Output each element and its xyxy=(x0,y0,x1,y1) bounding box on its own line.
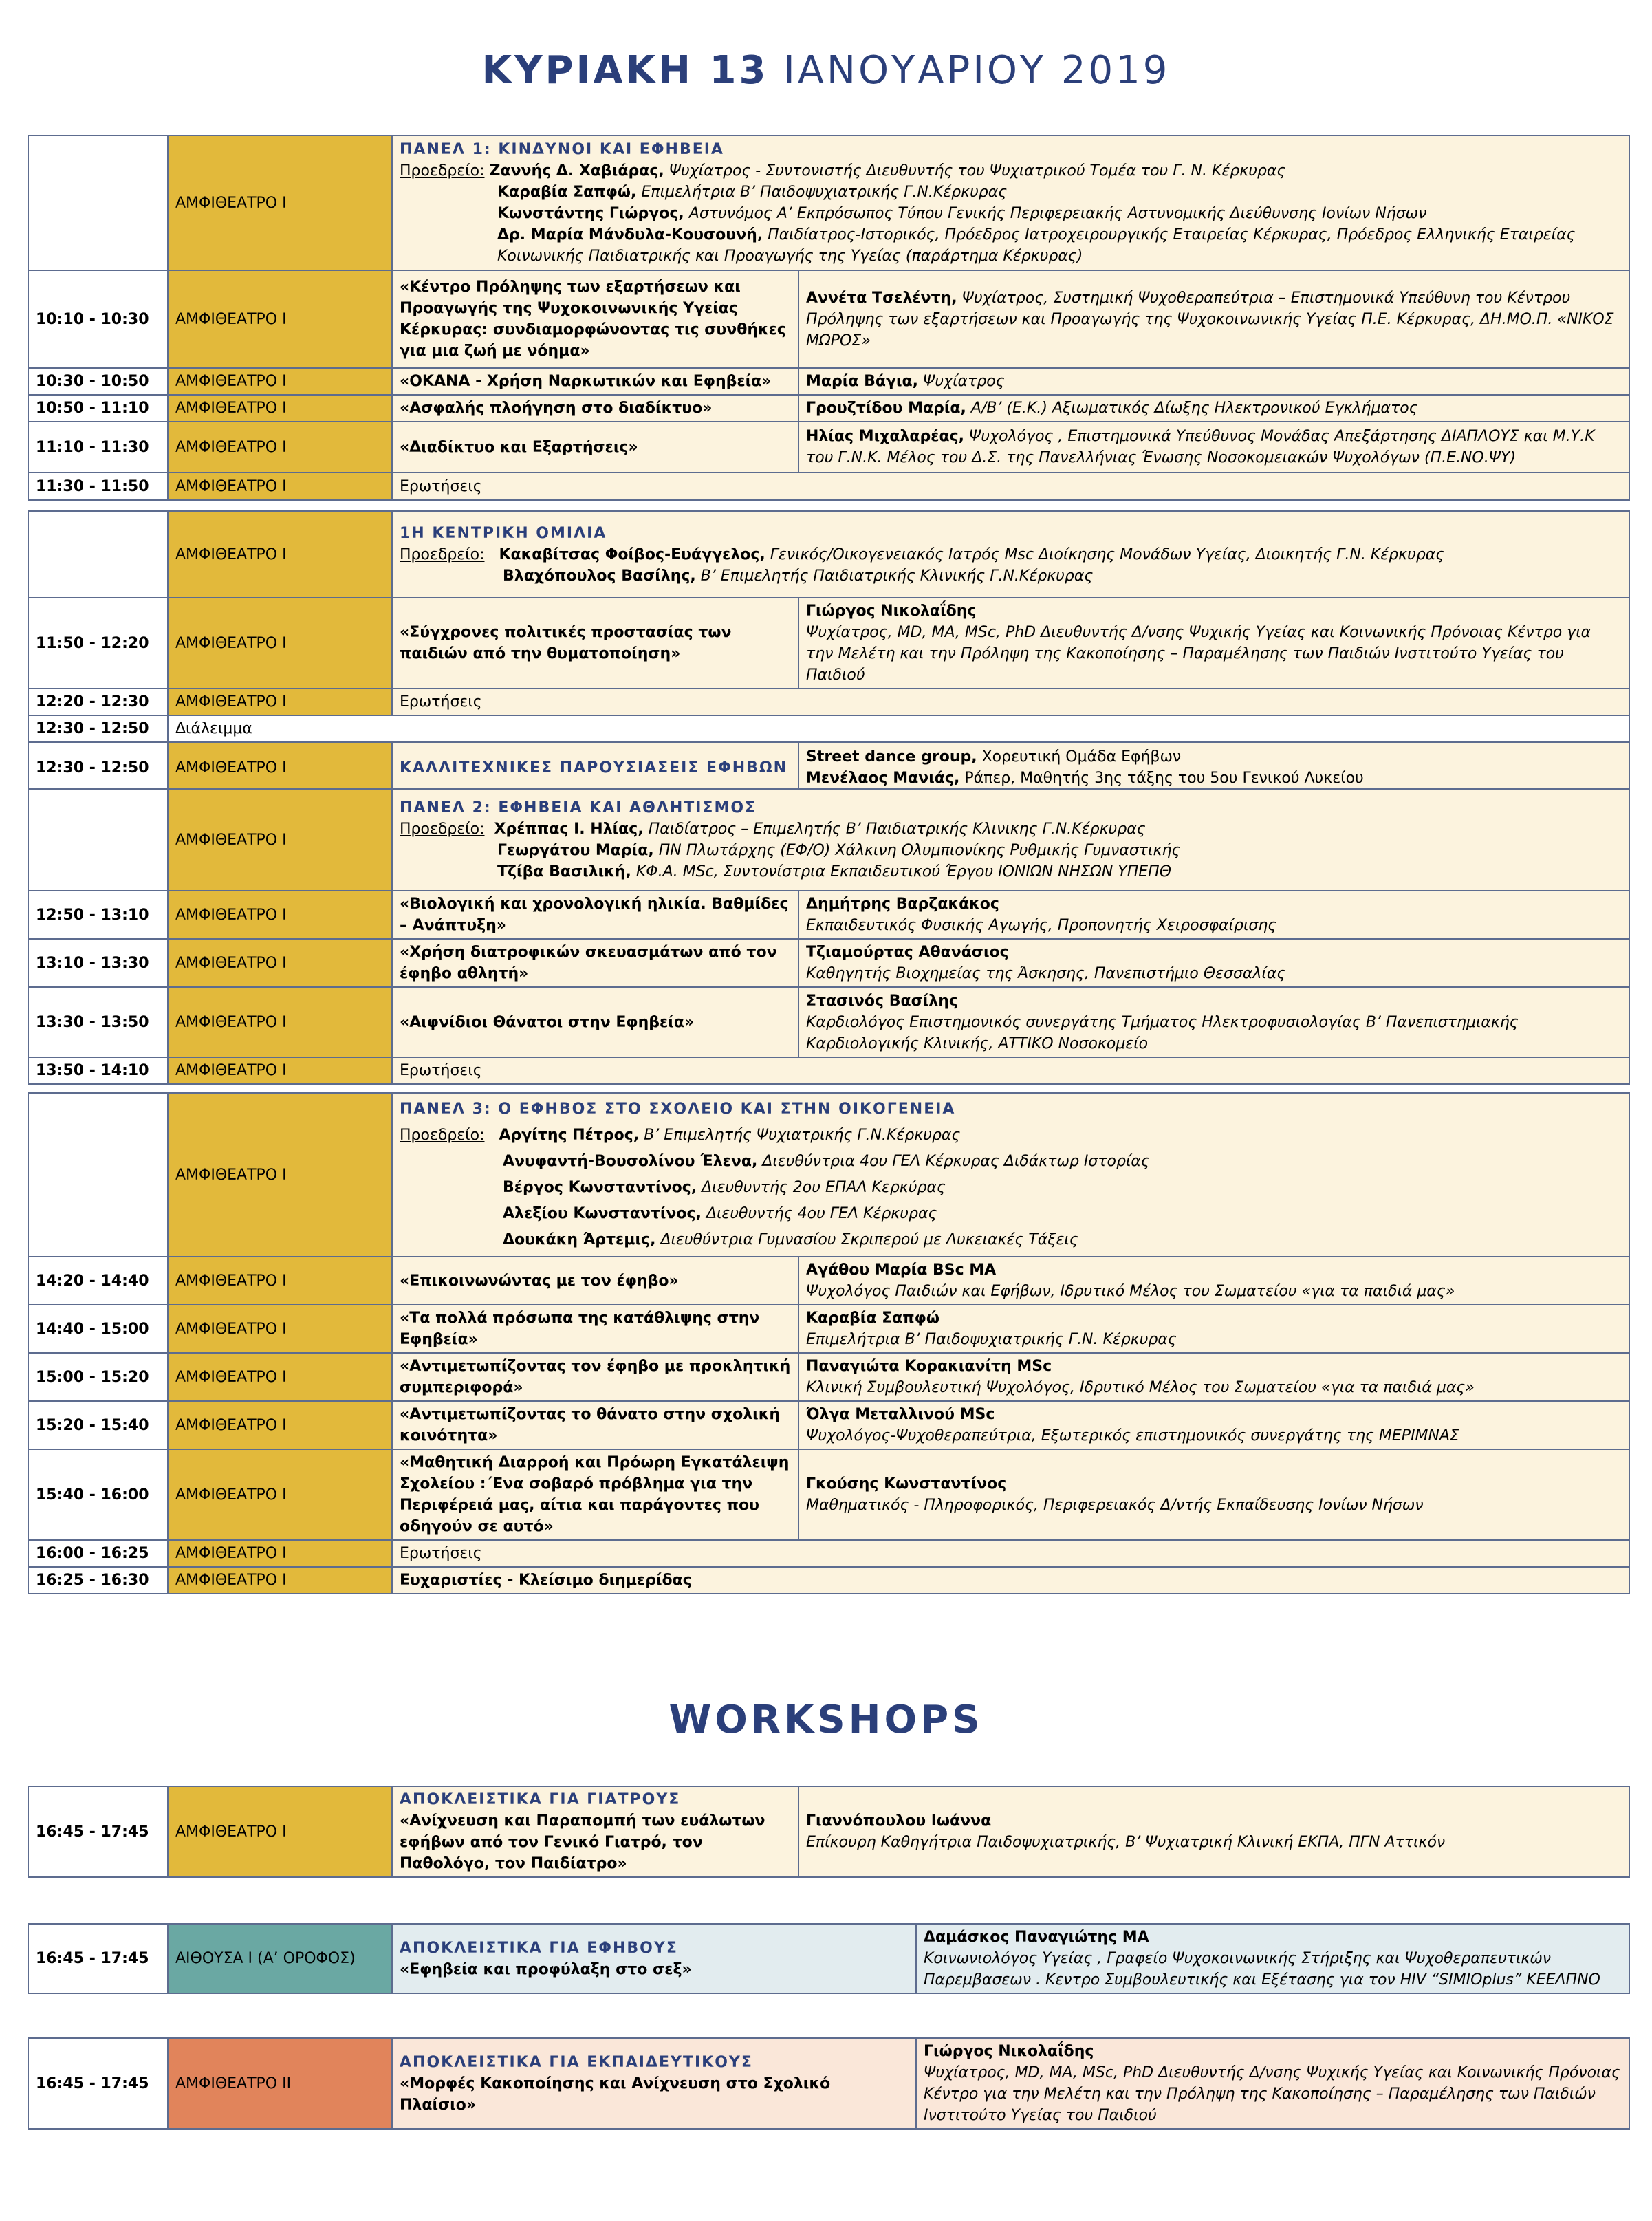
speaker: Όλγα Μεταλλινού MSc Ψυχολόγος-Ψυχοθεραπεύτρια, Εξωτερικός επιστημονικός συνεργάτης της ΜΕΡΙΜΝΑΣ xyxy=(798,1401,1629,1449)
panel3-chair-0: Προεδρείο: Αργίτης Πέτρος, Β’ Επιμελητής Ψυχιατρικής Γ.Ν.Κέρκυρας xyxy=(400,1127,961,1144)
talk-topic: «Επικοινωνώντας με τον έφηβο» xyxy=(392,1257,798,1305)
speaker: Γιαννόπουλου Ιωάννα Επίκουρη Καθηγήτρια Παιδοψυχιατρικής, Β’ Ψυχιατρική Κλινική ΕΚΠΑ, ΠΓΝ Αττικόν xyxy=(798,1786,1629,1877)
speaker: Δαμάσκος Παναγιώτης MA Κοινωνιολόγος Υγείας , Γραφείο Ψυχοκοινωνικής Στήριξης και Ψυχοθεραπευτικών Παρεμβασεων . Κεντρο Συμβουλευτικής και Εξέτασης για τον HIV “SIMIOplus” ΚΕΕΛΠΝΟ xyxy=(916,1924,1629,1993)
page-title xyxy=(0,48,1652,93)
workshops-title: WORKSHOPS xyxy=(669,1698,983,1742)
panel1-chair-1: Καραβία Σαπφώ, Επιμελήτρια Β’ Παιδοψυχιατρικής Γ.Ν.Κέρκυρας xyxy=(497,184,1008,201)
talk-topic: «Σύγχρονες πολιτικές προστασίας των παιδιών από την θυματοποίηση» xyxy=(392,598,798,689)
speaker: Μαρία Βάγια, Ψυχίατρος xyxy=(798,368,1629,395)
keynote-chair-1: Βλαχόπουλος Βασίλης, Β’ Επιμελητής Παιδιατρικής Κλινικής Γ.Ν.Κέρκυρας xyxy=(503,567,1094,585)
talk-topic: «Αιφνίδιοι Θάνατοι στην Εφηβεία» xyxy=(392,987,798,1057)
panel3-chair-1: Ανυφαντή-Βουσολίνου Έλενα, Διευθύντρια 4ου ΓΕΛ Κέρκυρας Διδάκτωρ Ιστορίας xyxy=(503,1153,1150,1170)
table-row: 14:20 - 14:40 ΑΜΦΙΘΕΑΤΡΟ Ι «Επικοινωνώντας με τον έφηβο» Αγάθου Μαρία BSc MA Ψυχολόγος Παιδιών και Εφήβων, Ιδρυτικό Μέλος του Σωματείου «για τα παιδιά μας» xyxy=(28,1257,1629,1305)
closing-label: Ευχαριστίες - Κλείσιμο διημερίδας xyxy=(392,1567,1629,1594)
speaker: Αννέτα Τσελέντη, Ψυχίατρος, Συστημική Ψυχοθεραπεύτρια – Επιστημονικά Υπεύθυνη του Κέντρου Πρόληψης των εξαρτήσεων και Προαγωγής της Ψυχοκοινωνικής Υγείας Π.Ε. Κέρκυρας, ΔΗ.ΜΟ.Π. «ΝΙΚΟΣ ΜΩΡΟΣ» xyxy=(798,270,1629,368)
panel2-chair-0: Προεδρείο: Χρέππας Ι. Ηλίας, Παιδίατρος – Επιμελητής Β’ Παιδιατρικής Κλινικης Γ.Ν.Κέρκυρας xyxy=(400,821,1146,838)
questions-label: Ερωτήσεις xyxy=(392,1540,1629,1567)
table-row: 15:20 - 15:40 ΑΜΦΙΘΕΑΤΡΟ Ι «Αντιμετωπίζοντας το θάνατο στην σχολική κοινότητα» Όλγα Μεταλλινού MSc Ψυχολόγος-Ψυχοθεραπεύτρια, Εξωτερικός επιστημονικός συνεργάτης της ΜΕΡΙΜΝΑΣ xyxy=(28,1401,1629,1449)
table-row: 11:10 - 11:30 ΑΜΦΙΘΕΑΤΡΟ Ι «Διαδίκτυο και Εξαρτήσεις» Ηλίας Μιχαλαρέας, Ψυχολόγος , Επιστημονικά Υπεύθυνος Μονάδας Απεξάρτησης ΔΙΑΠΛΟΥΣ και Μ.Υ.Κ του Γ.Ν.Κ. Μέλος του Δ.Σ. της Πανελλήνιας Ένωσης Νοσοκομειακών Ψυχολόγων (Π.Ε.ΝΟ.ΨΥ) xyxy=(28,422,1629,473)
chair-label: Προεδρείο: xyxy=(400,821,485,838)
panel3-room: ΑΜΦΙΘΕΑΤΡΟ Ι xyxy=(168,1093,392,1257)
talk-topic: «Αντιμετωπίζοντας το θάνατο στην σχολική κοινότητα» xyxy=(392,1401,798,1449)
speaker: Δημήτρης Βαρζακάκος Εκπαιδευτικός Φυσικής Αγωγής, Προπονητής Χειροσφαίρισης xyxy=(798,891,1629,939)
talk-topic: «Αντιμετωπίζοντας τον έφηβο με προκλητική συμπεριφορά» xyxy=(392,1353,798,1401)
panel3-table xyxy=(28,1092,1630,1594)
questions-label: Ερωτήσεις xyxy=(392,689,1629,715)
speaker: Γιώργος Νικολαΐδης Ψυχίατρος, MD, MA, MSc, PhD Διευθυντής Δ/νσης Ψυχικής Υγείας και Κοινωνικής Πρόνοιας Κέντρο για την Μελέτη και την Πρόληψη της Κακοποίησης – Παραμέλησης των Παιδιών Ινστιτούτο Υγείας του Παιδιού xyxy=(916,2038,1629,2129)
table-row: 14:40 - 15:00 ΑΜΦΙΘΕΑΤΡΟ Ι «Τα πολλά πρόσωπα της κατάθλιψης στην Εφηβεία» Καραβία Σαπφώ Επιμελήτρια Β’ Παιδοψυχιατρικής Γ.Ν. Κέρκυρας xyxy=(28,1305,1629,1353)
panel1-chair-0: Προεδρείο: Ζαννής Δ. Χαβιάρας, Ψυχίατρος - Συντονιστής Διευθυντής του Ψυχιατρικού Τομέα του Γ. Ν. Κέρκυρας xyxy=(400,162,1286,180)
keynote-header xyxy=(392,511,1629,598)
speaker: Γρουζτίδου Μαρία, Α/Β’ (Ε.Κ.) Αξιωματικός Δίωξης Ηλεκτρονικού Εγκλήματος xyxy=(798,395,1629,422)
workshop-topic: ΑΠΟΚΛΕΙΣΤΙΚΑ ΓΙΑ ΕΦΗΒΟΥΣ «Εφηβεία και προφύλαξη στο σεξ» xyxy=(392,1924,916,1993)
table-row: 12:30 - 12:50 Διάλειμμα xyxy=(28,715,1629,742)
table-row: 16:45 - 17:45 ΑΜΦΙΘΕΑΤΡΟ ΙΙ ΑΠΟΚΛΕΙΣΤΙΚΑ ΓΙΑ ΕΚΠΑΙΔΕΥΤΙΚΟΥΣ «Μορφές Κακοποίησης και Ανίχνευση στο Σχολικό Πλαίσιο» Γιώργος Νικολαΐδης Ψυχίατρος, MD, MA, MSc, PhD Διευθυντής Δ/νσης Ψυχικής Υγείας και Κοινωνικής Πρόνοιας Κέντρο για την Μελέτη και την Πρόληψη της Κακοποίησης – Παραμέλησης των Παιδιών Ινστιτούτο Υγείας του Παιδιού xyxy=(28,2038,1629,2129)
keynote-chair-0: Προεδρείο: Κακαβίτσας Φοίβος-Ευάγγελος, Γενικός/Οικογενειακός Ιατρός Msc Διοίκησης Μονάδων Υγείας, Διοικητής Γ.Ν. Κέρκυρας xyxy=(400,545,1445,563)
page-title-date: ΙΑΝΟΥΑΡΙΟΥ 2019 xyxy=(783,48,1171,93)
speaker: Ηλίας Μιχαλαρέας, Ψυχολόγος , Επιστημονικά Υπεύθυνος Μονάδας Απεξάρτησης ΔΙΑΠΛΟΥΣ και Μ.Υ.Κ του Γ.Ν.Κ. Μέλος του Δ.Σ. της Πανελλήνιας Ένωσης Νοσοκομειακών Ψυχολόγων (Π.Ε.ΝΟ.ΨΥ) xyxy=(798,422,1629,473)
break-label: Διάλειμμα xyxy=(168,715,1629,742)
table-row: 11:50 - 12:20 ΑΜΦΙΘΕΑΤΡΟ Ι «Σύγχρονες πολιτικές προστασίας των παιδιών από την θυματοποίηση» Γιώργος Νικολαΐδης Ψυχίατρος, MD, MA, MSc, PhD Διευθυντής Δ/νσης Ψυχικής Υγείας και Κοινωνικής Πρόνοιας Κέντρο για την Μελέτη και την Πρόληψη της Κακοποίησης – Παραμέλησης των Παιδιών Ινστιτούτο Υγείας του Παιδιού xyxy=(28,598,1629,689)
panel3-header xyxy=(392,1093,1629,1257)
speaker: Γιώργος Νικολαΐδης Ψυχίατρος, MD, MA, MSc, PhD Διευθυντής Δ/νσης Ψυχικής Υγείας και Κοινωνικής Πρόνοιας Κέντρο για την Μελέτη και την Πρόληψη της Κακοποίησης – Παραμέλησης των Παιδιών Ινστιτούτο Υγείας του Παιδιού xyxy=(798,598,1629,689)
table-row: 16:00 - 16:25 ΑΜΦΙΘΕΑΤΡΟ Ι Ερωτήσεις xyxy=(28,1540,1629,1567)
keynote-title: 1Η ΚΕΝΤΡΙΚΗ ΟΜΙΛΙΑ xyxy=(400,524,607,542)
talk-topic: «Κέντρο Πρόληψης των εξαρτήσεων και Προαγωγής της Ψυχοκοινωνικής Υγείας Κέρκυρας: συνδιαμορφώνοντας τις συνθήκες για μια ζωή με νόημα» xyxy=(392,270,798,368)
panel3-chair-3: Αλεξίου Κωνσταντίνος, Διευθυντής 4ου ΓΕΛ Κέρκυρας xyxy=(503,1205,937,1222)
table-row: 10:50 - 11:10 ΑΜΦΙΘΕΑΤΡΟ Ι «Ασφαλής πλοήγηση στο διαδίκτυο» Γρουζτίδου Μαρία, Α/Β’ (Ε.Κ.) Αξιωματικός Δίωξης Ηλεκτρονικού Εγκλήματος xyxy=(28,395,1629,422)
table-row: 16:25 - 16:30 ΑΜΦΙΘΕΑΤΡΟ Ι Ευχαριστίες - Κλείσιμο διημερίδας xyxy=(28,1567,1629,1594)
panel1-chair-2: Κωνστάντης Γιώργος, Αστυνόμος Α’ Εκπρόσωπος Τύπου Γενικής Περιφερειακής Αστυνομικής Διεύθυνσης Ιονίων Νήσων xyxy=(497,205,1427,222)
workshop-topic: ΑΠΟΚΛΕΙΣΤΙΚΑ ΓΙΑ ΓΙΑΤΡΟΥΣ «Ανίχνευση και Παραπομπή των ευάλωτων εφήβων από τον Γενικό Γιατρό, τον Παθολόγο, τον Παιδίατρο» xyxy=(392,1786,798,1877)
table-row: 12:30 - 12:50 ΑΜΦΙΘΕΑΤΡΟ Ι ΚΑΛΛΙΤΕΧΝΙΚΕΣ ΠΑΡΟΥΣΙΑΣΕΙΣ ΕΦΗΒΩΝ Street dance group, Χορευτική Ομάδα Εφήβων Μενέλαος Μανιάς, Ράπερ, Μαθητής 3ης τάξης του 5ου Γενικού Λυκείου xyxy=(28,742,1629,793)
panel1-header xyxy=(392,136,1629,270)
table-row: 13:30 - 13:50 ΑΜΦΙΘΕΑΤΡΟ Ι «Αιφνίδιοι Θάνατοι στην Εφηβεία» Στασινός Βασίλης Καρδιολόγος Επιστημονικός συνεργάτης Τμήματος Ηλεκτροφυσιολογίας Β’ Πανεπιστημιακής Καρδιολογικής Κλινικής, ΑΤΤΙΚΟ Νοσοκομείο xyxy=(28,987,1629,1057)
panel1-chair-3: Δρ. Μαρία Μάνδυλα-Κουσουνή, Παιδίατρος-Ιστορικός, Πρόεδρος Ιατροχειρουργικής Εταιρείας Κέρκυρας, Πρόεδρος Ελληνικής Εταιρείας Κοινωνικής Παιδιατρικής και Προαγωγής της Υγείας (παράρτημα Κέρκυρας) xyxy=(497,226,1576,265)
workshop-topic: ΑΠΟΚΛΕΙΣΤΙΚΑ ΓΙΑ ΕΚΠΑΙΔΕΥΤΙΚΟΥΣ «Μορφές Κακοποίησης και Ανίχνευση στο Σχολικό Πλαίσιο» xyxy=(392,2038,916,2129)
chair-label: Προεδρείο: xyxy=(400,1127,485,1144)
speaker: Street dance group, Χορευτική Ομάδα Εφήβων Μενέλαος Μανιάς, Ράπερ, Μαθητής 3ης τάξης του 5ου Γενικού Λυκείου xyxy=(798,742,1629,793)
workshop-teens-table xyxy=(28,1923,1630,1994)
speaker: Καραβία Σαπφώ Επιμελήτρια Β’ Παιδοψυχιατρικής Γ.Ν. Κέρκυρας xyxy=(798,1305,1629,1353)
talk-topic: «ΟΚΑΝΑ - Χρήση Ναρκωτικών και Εφηβεία» xyxy=(392,368,798,395)
table-row: 11:30 - 11:50 ΑΜΦΙΘΕΑΤΡΟ Ι Ερωτήσεις xyxy=(28,473,1629,500)
chair-label: Προεδρείο: xyxy=(400,545,485,563)
table-row: 10:10 - 10:30 ΑΜΦΙΘΕΑΤΡΟ Ι «Κέντρο Πρόληψης των εξαρτήσεων και Προαγωγής της Ψυχοκοινωνικής Υγείας Κέρκυρας: συνδιαμορφώνοντας τις συνθήκες για μια ζωή με νόημα» Αννέτα Τσελέντη, Ψυχίατρος, Συστημική Ψυχοθεραπεύτρια – Επιστημονικά Υπεύθυνη του Κέντρου Πρόληψης των εξαρτήσεων και Προαγωγής της Ψυχοκοινωνικής Υγείας Π.Ε. Κέρκυρας, ΔΗ.ΜΟ.Π. «ΝΙΚΟΣ ΜΩΡΟΣ» xyxy=(28,270,1629,368)
talk-topic: «Διαδίκτυο και Εξαρτήσεις» xyxy=(392,422,798,473)
panel2-chair-2: Τζίβα Βασιλική, ΚΦ.Α. MSc, Συντονίστρια Εκπαιδευτικού Έργου ΙΟΝΙΩΝ ΝΗΣΩΝ ΥΠΕΠΘ xyxy=(497,863,1172,880)
panel3-chair-4: Δουκάκη Άρτεμις, Διευθύντρια Γυμνασίου Σκριπερού με Λυκειακές Τάξεις xyxy=(503,1231,1078,1248)
table-row: 13:50 - 14:10 ΑΜΦΙΘΕΑΤΡΟ Ι Ερωτήσεις xyxy=(28,1057,1629,1084)
panel1-title: ΠΑΝΕΛ 1: ΚΙΝΔΥΝΟΙ ΚΑΙ ΕΦΗΒΕΙΑ xyxy=(400,141,724,158)
page-title-day: ΚΥΡΙΑΚΗ 13 xyxy=(481,48,769,93)
questions-label: Ερωτήσεις xyxy=(392,473,1629,500)
speaker: Αγάθου Μαρία BSc MA Ψυχολόγος Παιδιών και Εφήβων, Ιδρυτικό Μέλος του Σωματείου «για τα παιδιά μας» xyxy=(798,1257,1629,1305)
panel1-room: ΑΜΦΙΘΕΑΤΡΟ Ι xyxy=(168,136,392,270)
chair-label: Προεδρείο: xyxy=(400,162,485,180)
speaker: Στασινός Βασίλης Καρδιολόγος Επιστημονικός συνεργάτης Τμήματος Ηλεκτροφυσιολογίας Β’ Πανεπιστημιακής Καρδιολογικής Κλινικής, ΑΤΤΙΚΟ Νοσοκομείο xyxy=(798,987,1629,1057)
panel2-table xyxy=(28,788,1630,1085)
speaker: Γκούσης Κωνσταντίνος Μαθηματικός - Πληροφορικός, Περιφερειακός Δ/ντής Εκπαίδευσης Ιονίων Νήσων xyxy=(798,1449,1629,1540)
panel2-title: ΠΑΝΕΛ 2: ΕΦΗΒΕΙΑ ΚΑΙ ΑΘΛΗΤΙΣΜΟΣ xyxy=(400,799,757,816)
talk-topic: «Βιολογική και χρονολογική ηλικία. Βαθμίδες – Ανάπτυξη» xyxy=(392,891,798,939)
table-row: 12:20 - 12:30 ΑΜΦΙΘΕΑΤΡΟ Ι Ερωτήσεις xyxy=(28,689,1629,715)
questions-label: Ερωτήσεις xyxy=(392,1057,1629,1084)
talk-topic: «Χρήση διατροφικών σκευασμάτων από τον έφηβο αθλητή» xyxy=(392,939,798,987)
table-row: 12:50 - 13:10 ΑΜΦΙΘΕΑΤΡΟ Ι «Βιολογική και χρονολογική ηλικία. Βαθμίδες – Ανάπτυξη» Δημήτρης Βαρζακάκος Εκπαιδευτικός Φυσικής Αγωγής, Προπονητής Χειροσφαίρισης xyxy=(28,891,1629,939)
talk-topic: «Μαθητική Διαρροή και Πρόωρη Εγκατάλειψη Σχολείου :΄Ενα σοβαρό πρόβλημα για την Περιφέρειά μας, αίτια και παράγοντες που οδηγούν σε αυτό» xyxy=(392,1449,798,1540)
panel2-chair-1: Γεωργάτου Μαρία, ΠΝ Πλωτάρχης (ΕΦ/Ο) Χάλκινη Ολυμπιονίκης Ρυθμικής Γυμναστικής xyxy=(497,842,1181,859)
keynote-room: ΑΜΦΙΘΕΑΤΡΟ Ι xyxy=(168,511,392,598)
table-row: 15:00 - 15:20 ΑΜΦΙΘΕΑΤΡΟ Ι «Αντιμετωπίζοντας τον έφηβο με προκλητική συμπεριφορά» Παναγιώτα Κορακιανίτη MSc Κλινική Συμβουλευτική Ψυχολόγος, Ιδρυτικό Μέλος του Σωματείου «για τα παιδιά μας» xyxy=(28,1353,1629,1401)
speaker: Παναγιώτα Κορακιανίτη MSc Κλινική Συμβουλευτική Ψυχολόγος, Ιδρυτικό Μέλος του Σωματείου «για τα παιδιά μας» xyxy=(798,1353,1629,1401)
table-row: 16:45 - 17:45 ΑΜΦΙΘΕΑΤΡΟ Ι ΑΠΟΚΛΕΙΣΤΙΚΑ ΓΙΑ ΓΙΑΤΡΟΥΣ «Ανίχνευση και Παραπομπή των ευάλωτων εφήβων από τον Γενικό Γιατρό, τον Παθολόγο, τον Παιδίατρο» Γιαννόπουλου Ιωάννα Επίκουρη Καθηγήτρια Παιδοψυχιατρικής, Β’ Ψυχιατρική Κλινική ΕΚΠΑ, ΠΓΝ Αττικόν xyxy=(28,1786,1629,1877)
speaker: Τζιαμούρτας Αθανάσιος Καθηγητής Βιοχημείας της Άσκησης, Πανεπιστήμιο Θεσσαλίας xyxy=(798,939,1629,987)
table-row: 10:30 - 10:50 ΑΜΦΙΘΕΑΤΡΟ Ι «ΟΚΑΝΑ - Χρήση Ναρκωτικών και Εφηβεία» Μαρία Βάγια, Ψυχίατρος xyxy=(28,368,1629,395)
panel3-title: ΠΑΝΕΛ 3: Ο ΕΦΗΒΟΣ ΣΤΟ ΣΧΟΛΕΙΟ ΚΑΙ ΣΤΗΝ ΟΙΚΟΓΕΝΕΙΑ xyxy=(400,1101,956,1118)
talk-topic: «Ασφαλής πλοήγηση στο διαδίκτυο» xyxy=(392,395,798,422)
panel2-header xyxy=(392,789,1629,891)
workshop-teachers-table xyxy=(28,2037,1630,2130)
panel1-table xyxy=(28,135,1630,501)
arts-title: ΚΑΛΛΙΤΕΧΝΙΚΕΣ ΠΑΡΟΥΣΙΑΣΕΙΣ ΕΦΗΒΩΝ xyxy=(392,742,798,793)
keynote-table xyxy=(28,510,1630,794)
table-row: 13:10 - 13:30 ΑΜΦΙΘΕΑΤΡΟ Ι «Χρήση διατροφικών σκευασμάτων από τον έφηβο αθλητή» Τζιαμούρτας Αθανάσιος Καθηγητής Βιοχημείας της Άσκησης, Πανεπιστήμιο Θεσσαλίας xyxy=(28,939,1629,987)
panel1-time-cell xyxy=(28,136,168,270)
table-row: 15:40 - 16:00 ΑΜΦΙΘΕΑΤΡΟ Ι «Μαθητική Διαρροή και Πρόωρη Εγκατάλειψη Σχολείου :΄Ενα σοβαρό πρόβλημα για την Περιφέρειά μας, αίτια και παράγοντες που οδηγούν σε αυτό» Γκούσης Κωνσταντίνος Μαθηματικός - Πληροφορικός, Περιφερειακός Δ/ντής Εκπαίδευσης Ιονίων Νήσων xyxy=(28,1449,1629,1540)
workshop-doctors-table xyxy=(28,1786,1630,1878)
talk-topic: «Τα πολλά πρόσωπα της κατάθλιψης στην Εφηβεία» xyxy=(392,1305,798,1353)
panel2-room: ΑΜΦΙΘΕΑΤΡΟ Ι xyxy=(168,789,392,891)
table-row: 16:45 - 17:45 ΑΙΘΟΥΣΑ Ι (Α’ ΟΡΟΦΟΣ) ΑΠΟΚΛΕΙΣΤΙΚΑ ΓΙΑ ΕΦΗΒΟΥΣ «Εφηβεία και προφύλαξη στο σεξ» Δαμάσκος Παναγιώτης MA Κοινωνιολόγος Υγείας , Γραφείο Ψυχοκοινωνικής Στήριξης και Ψυχοθεραπευτικών Παρεμβασεων . Κεντρο Συμβουλευτικής και Εξέτασης για τον HIV “SIMIOplus” ΚΕΕΛΠΝΟ xyxy=(28,1924,1629,1993)
panel3-chair-2: Βέργος Κωνσταντίνος, Διευθυντής 2ου ΕΠΑΛ Κερκύρας xyxy=(503,1179,946,1196)
